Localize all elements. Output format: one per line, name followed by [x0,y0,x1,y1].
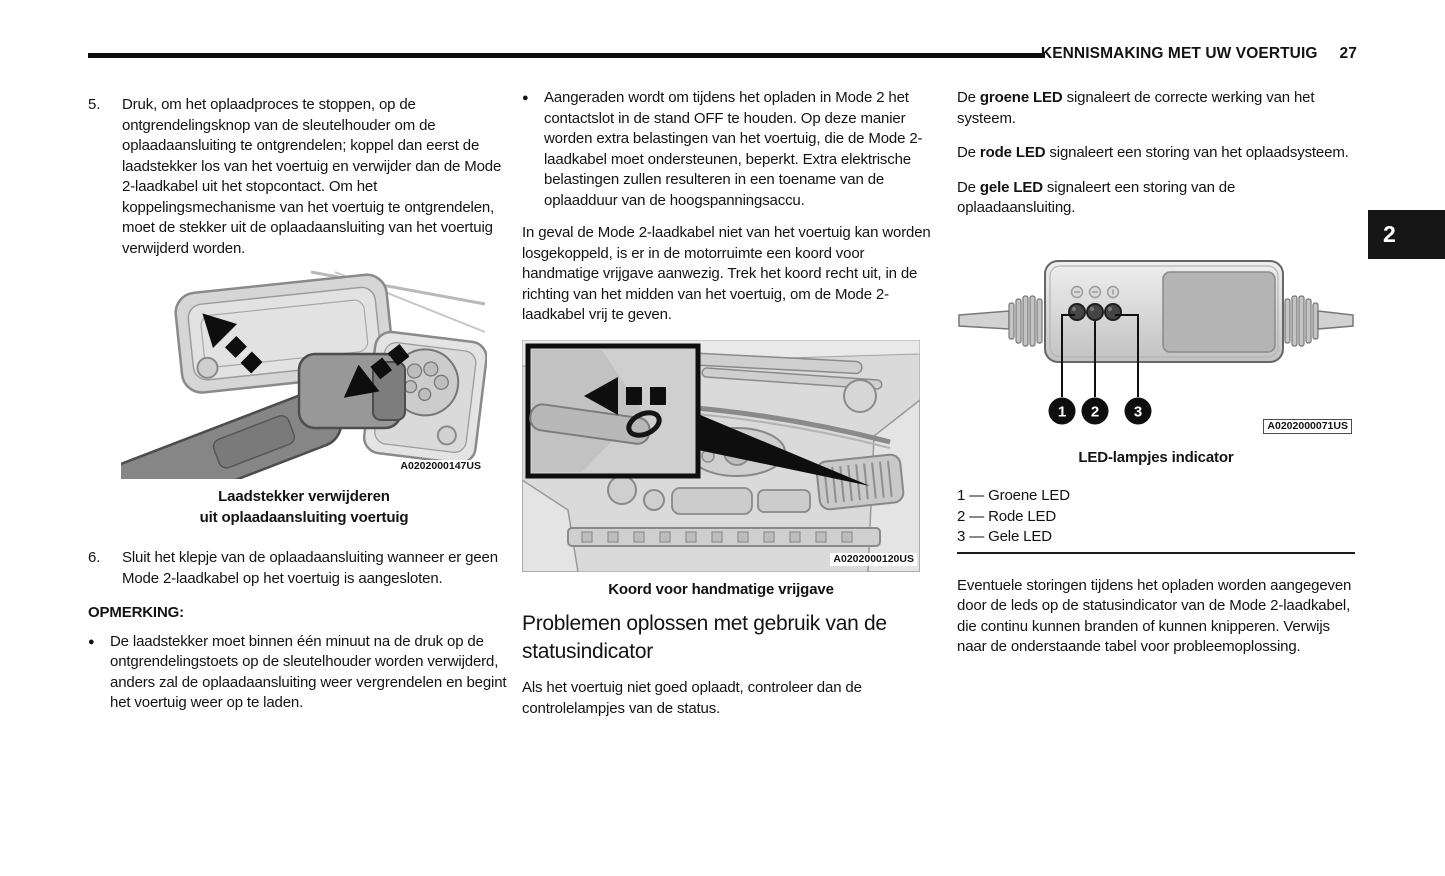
troubleshooting-paragraph: Eventuele storingen tijdens het opladen worden aangegeven door de leds op de statusindicator van de Mode 2-laadkabel, die continu kunnen branden of kunnen knipperen. Verwijs naar de onderstaande tabel voor probleemoplossing. [957,576,1352,655]
figure-caption: LED-lampjes indicator [1078,448,1234,466]
svg-text:1: 1 [1057,403,1067,420]
figure-engine-bay [522,340,920,572]
bullet-text: Aangeraden wordt om tijdens het opladen in Mode 2 het contactslot in de stand OFF te houden. Op deze manier worden extra belastingen van het voertuig, die de Mode 2-laadkabel moet ondersteunen, beperkt. Extra elektrische belastingen zullen resulteren in een toename van de oplaadduur van de hoogspanningsaccu. [544,89,923,209]
legend-item: 1 — Groene LED [957,487,1070,504]
figure-caption: Laadstekker verwijderen uit oplaadaansluiting voertuig [199,488,409,526]
page-header [1041,45,1357,63]
green-led-paragraph: De groene LED signaleert de correcte werking van het systeem. [957,89,1315,127]
chapter-tab [1368,210,1445,259]
yellow-led-paragraph: De gele LED signaleert een storing van de oplaadaansluiting. [957,178,1236,216]
figure-code-label: A0202000071US [1263,419,1352,434]
figure-code-label: A0202000120US [830,553,917,566]
callout-2 [1082,397,1109,424]
figure-code-label: A0202000147US [397,460,484,473]
numbered-step-5 [88,95,512,259]
status-check-paragraph: Als het voertuig niet goed oplaadt, controleer dan de controlelampjes van de status. [522,679,862,717]
figure-led-indicator [957,255,1355,436]
red-led-paragraph: De rode LED signaleert een storing van het oplaadsysteem. [957,144,1349,161]
callout-1 [1049,397,1076,424]
column-1 [88,95,512,714]
led-legend [957,486,1357,548]
figure-caption: Koord voor handmatige vrijgave [608,580,834,598]
column-3 [957,88,1357,658]
legend-item: 2 — Rode LED [957,507,1057,525]
figure-remove-charging-plug [121,270,487,479]
charging-plug-illustration [121,270,487,479]
note-label: OPMERKING: [88,604,185,621]
step-text: Sluit het klepje van de oplaadaansluiting wanneer er geen Mode 2-laadkabel op het voertuig is aangesloten. [122,549,498,587]
bullet-text: De laadstekker moet binnen één minuut na de druk op de ontgrendelingstoets op de sleutelhouder worden verwijderd, anders zal de oplaadaansluiting weer vergrendelen en begint het voertuig weer op te laden. [110,632,507,711]
led-indicator-illustration [957,255,1355,436]
note-bullet-item [88,632,512,714]
column-2 [522,88,940,719]
step-text: Druk, om het oplaadproces te stoppen, op de ontgrendelingsknop van de sleutelhouder om de oplaadaansluiting te ontgrendelen; koppel dan eerst de laadstekker los van het voertuig en verwijder dan de Mode 2-laadkabel uit het stopcontact. Om het koppelingsmechanisme van het voertuig te ontgrendelen, moet de stekker uit de oplaadaansluiting van het voertuig verwijderd worden. [122,96,502,257]
engine-bay-illustration [522,340,920,572]
step-number: 6. [88,549,101,566]
release-cord-inset [528,346,698,476]
svg-text:2: 2 [1090,403,1100,420]
bullet-icon: ● [88,635,95,648]
callout-3 [1125,397,1152,424]
section-heading: Problemen oplossen met gebruik van de statusindicator [522,612,887,663]
chapter-title: KENNISMAKING MET UW VOERTUIG [1040,45,1318,62]
legend-divider [957,552,1355,554]
header-rule [88,53,1045,58]
advice-bullet-item [522,88,940,211]
manual-release-paragraph: In geval de Mode 2-laadkabel niet van het voertuig kan worden losgekoppeld, is er in de motorruimte een koord voor handmatige vrijgave aanwezig. Trek het koord recht uit, in de richting van het midden van het voertuig, om de Mode 2-laadkabel vrij te geven. [522,224,931,323]
step-number: 5. [88,96,101,113]
led-lights [1069,304,1121,320]
page-number: 27 [1339,45,1357,62]
svg-text:3: 3 [1133,403,1143,420]
numbered-step-6 [88,548,512,589]
chapter-tab-number: 2 [1383,221,1396,247]
legend-item: 3 — Gele LED [957,528,1052,545]
bullet-icon: ● [522,92,529,104]
